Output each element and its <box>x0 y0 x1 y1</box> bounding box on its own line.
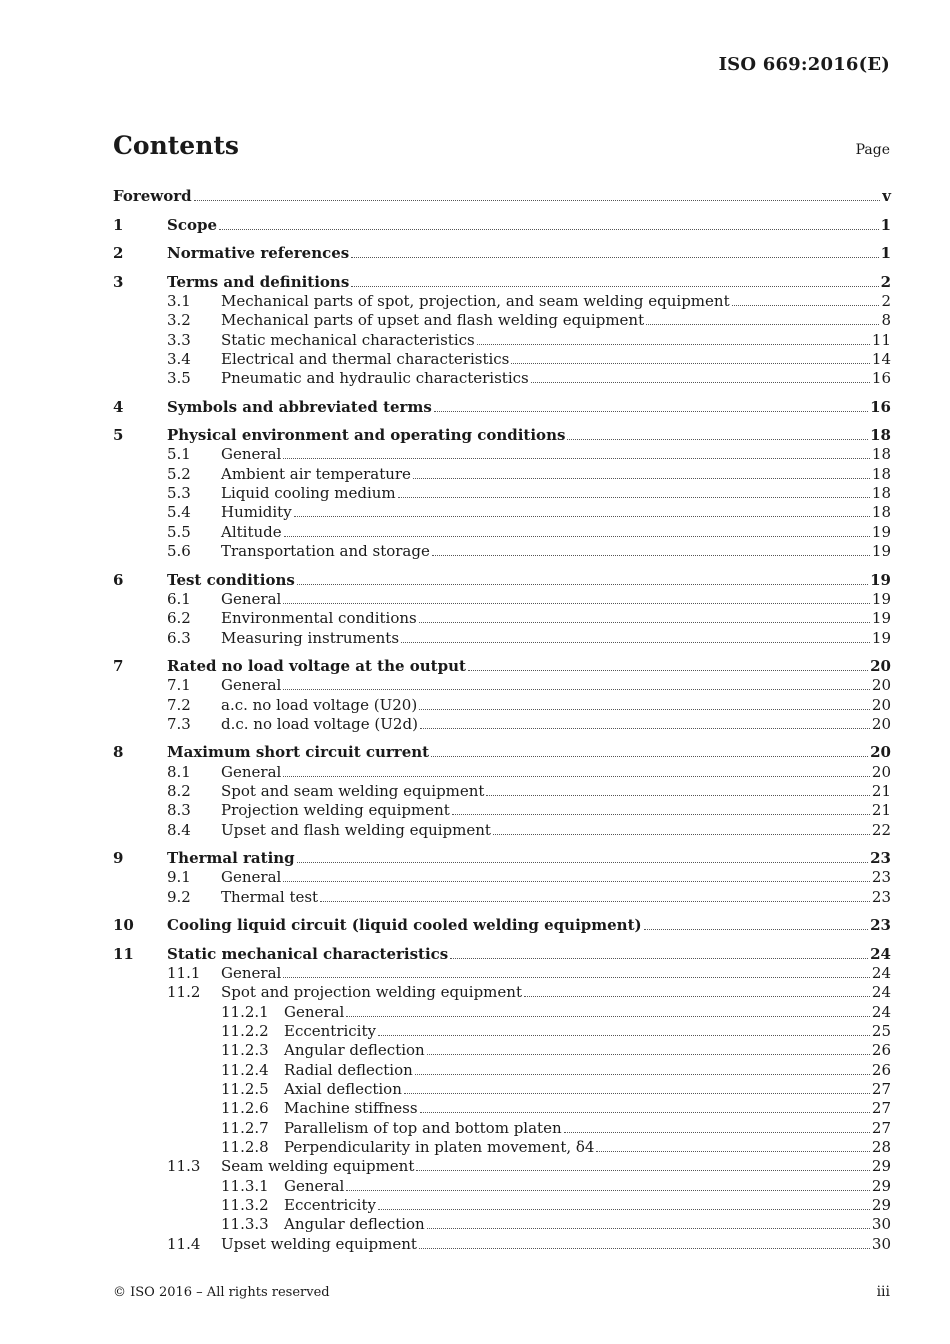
toc-entry[interactable] <box>113 944 891 963</box>
dot-leader <box>297 862 868 863</box>
toc-entry-title: Thermal rating <box>167 849 295 868</box>
dot-leader <box>404 1093 870 1094</box>
toc-entry[interactable] <box>113 782 891 801</box>
toc-entry-page: 21 <box>871 801 891 820</box>
toc-entry-page: 18 <box>871 484 891 503</box>
toc-entry-page: 23 <box>870 916 891 935</box>
toc-entry-title: General <box>221 676 282 695</box>
toc-entry-page: 19 <box>871 628 891 647</box>
toc-entry-title: Cooling liquid circuit (liquid cooled welding equipment) <box>167 916 642 935</box>
dot-leader <box>378 1035 870 1036</box>
toc-entry-number: 8.1 <box>167 762 191 781</box>
dot-leader <box>283 776 870 777</box>
toc-entry-page: 20 <box>871 762 891 781</box>
toc-entry-page: 24 <box>871 963 891 982</box>
dot-leader <box>524 996 870 997</box>
dot-leader <box>283 977 870 978</box>
dot-leader <box>644 929 869 930</box>
toc-entry-page: 28 <box>871 1138 891 1157</box>
toc-entry[interactable] <box>113 292 891 311</box>
document-id: ISO 669:2016(E) <box>718 54 890 75</box>
toc-entry-number: 11.3.1 <box>221 1176 269 1195</box>
dot-leader <box>419 709 870 710</box>
dot-leader <box>351 257 878 258</box>
toc-entry-title: Parallelism of top and bottom platen <box>284 1118 562 1137</box>
toc-entry[interactable] <box>113 542 891 561</box>
toc-entry-title: Altitude <box>221 522 282 541</box>
toc-entry-page: 19 <box>871 522 891 541</box>
page-column-label: Page <box>855 142 890 158</box>
toc-entry[interactable] <box>113 801 891 820</box>
toc-entry-page: 29 <box>871 1157 891 1176</box>
toc-entry[interactable] <box>113 369 891 388</box>
dot-leader <box>346 1016 870 1017</box>
toc-entry-page: 8 <box>881 311 891 330</box>
toc-entry[interactable] <box>113 484 891 503</box>
toc-entry-number: 1 <box>113 215 124 234</box>
toc-entry[interactable] <box>113 628 891 647</box>
toc-entry-number: 3.4 <box>167 349 191 368</box>
dot-leader <box>427 1054 870 1055</box>
toc-entry[interactable] <box>113 272 891 291</box>
dot-leader <box>346 1190 870 1191</box>
toc-entry[interactable] <box>113 695 891 714</box>
toc-entry-title: Angular deflection <box>284 1041 425 1060</box>
dot-leader <box>432 555 870 556</box>
toc-entry-title: Radial deflection <box>284 1060 413 1079</box>
dot-leader <box>732 305 880 306</box>
toc-entry[interactable] <box>113 1022 891 1041</box>
toc-entry-number: 6 <box>113 570 124 589</box>
toc-entry[interactable] <box>113 887 891 906</box>
dot-leader <box>596 1151 869 1152</box>
dot-leader <box>283 458 870 459</box>
dot-leader <box>294 516 870 517</box>
toc-entry[interactable] <box>113 187 891 206</box>
toc-entry[interactable] <box>113 743 891 762</box>
toc-entry-title: Projection welding equipment <box>221 801 450 820</box>
toc-entry-number: 5 <box>113 426 124 445</box>
contents-heading: Contents <box>113 131 240 160</box>
toc-entry-page: 25 <box>871 1021 891 1040</box>
dot-leader <box>431 756 868 757</box>
toc-entry-number: 3 <box>113 272 124 291</box>
toc-entry-number: 11.3.3 <box>221 1215 269 1234</box>
toc-entry-title: Spot and projection welding equipment <box>221 983 522 1002</box>
toc-entry-title: General <box>221 445 282 464</box>
toc-entry-title: Upset and flash welding equipment <box>221 820 491 839</box>
toc-entry-page: 16 <box>870 397 891 416</box>
toc-entry[interactable] <box>113 849 891 868</box>
dot-leader <box>646 324 879 325</box>
toc-entry-number: 11.3 <box>167 1157 201 1176</box>
dot-leader <box>351 286 878 287</box>
toc-entry-title: Electrical and thermal characteristics <box>221 349 510 368</box>
toc-entry-title: Measuring instruments <box>221 628 400 647</box>
dot-leader <box>477 344 870 345</box>
toc-entry-number: 5.4 <box>167 503 191 522</box>
toc-entry-title: Mechanical parts of upset and flash welding equipment <box>221 311 645 330</box>
toc-entry-page: 20 <box>870 743 891 762</box>
toc-entry-page: 1 <box>880 244 891 263</box>
toc-entry-page: 24 <box>870 944 891 963</box>
toc-entry-title: Perpendicularity in platen movement, δ4 <box>284 1138 595 1157</box>
toc-entry[interactable] <box>113 916 891 935</box>
toc-entry-title: Maximum short circuit current <box>167 743 430 762</box>
toc-entry-number: 7 <box>113 656 124 675</box>
toc-entry-title: Physical environment and operating conditions <box>167 426 566 445</box>
toc-entry[interactable] <box>113 1234 891 1253</box>
toc-entry-number: 11.2 <box>167 983 201 1002</box>
dot-leader <box>320 901 870 902</box>
toc-entry-page: 24 <box>871 983 891 1002</box>
toc-entry-number: 5.5 <box>167 522 191 541</box>
copyright-notice: © ISO 2016 – All rights reserved <box>113 1285 330 1300</box>
toc-entry-title: Upset welding equipment <box>221 1234 417 1253</box>
toc-entry[interactable] <box>113 503 891 522</box>
toc-entry-page: 20 <box>871 695 891 714</box>
toc-entry-number: 11.1 <box>167 963 201 982</box>
toc-entry-page: 26 <box>871 1060 891 1079</box>
toc-entry-title: General <box>221 963 282 982</box>
toc-entry[interactable] <box>113 868 891 887</box>
toc-entry-page: 26 <box>871 1041 891 1060</box>
toc-entry-number: 7.1 <box>167 676 191 695</box>
toc-entry[interactable] <box>113 820 891 839</box>
toc-entry[interactable] <box>113 1080 891 1099</box>
toc-entry[interactable] <box>113 590 891 609</box>
toc-entry-number: 11.4 <box>167 1234 201 1253</box>
toc-entry-page: 19 <box>871 589 891 608</box>
toc-entry-page: 19 <box>871 609 891 628</box>
dot-leader <box>283 603 870 604</box>
toc-entry-page: 30 <box>871 1215 891 1234</box>
dot-leader <box>452 814 870 815</box>
toc-entry[interactable] <box>113 522 891 541</box>
toc-entry[interactable] <box>113 330 891 349</box>
toc-entry[interactable] <box>113 350 891 369</box>
toc-entry-number: 3.5 <box>167 369 191 388</box>
table-of-contents <box>113 187 891 1254</box>
toc-entry-number: 5.2 <box>167 464 191 483</box>
toc-entry[interactable] <box>113 1002 891 1021</box>
dot-leader <box>564 1132 870 1133</box>
toc-entry-title: Static mechanical characteristics <box>167 944 449 963</box>
toc-entry-page: 24 <box>871 1002 891 1021</box>
toc-entry-page: 11 <box>871 330 891 349</box>
toc-entry-number: 11.2.6 <box>221 1099 269 1118</box>
toc-entry[interactable] <box>113 676 891 695</box>
dot-leader <box>416 1170 870 1171</box>
toc-entry-title: Transportation and storage <box>221 542 430 561</box>
toc-entry-title: Test conditions <box>167 570 295 589</box>
toc-entry-number: 11.2.2 <box>221 1021 269 1040</box>
toc-entry[interactable] <box>113 215 891 234</box>
toc-entry-number: 8.4 <box>167 820 191 839</box>
toc-entry[interactable] <box>113 1215 891 1234</box>
toc-entry[interactable] <box>113 311 891 330</box>
toc-entry-title: Eccentricity <box>284 1021 376 1040</box>
dot-leader <box>450 958 868 959</box>
toc-entry-page: 18 <box>871 445 891 464</box>
toc-entry-title: Liquid cooling medium <box>221 484 396 503</box>
dot-leader <box>486 795 869 796</box>
toc-entry[interactable] <box>113 964 891 983</box>
toc-entry-title: Rated no load voltage at the output <box>167 656 466 675</box>
toc-entry-page: 18 <box>870 426 891 445</box>
dot-leader <box>297 584 868 585</box>
dot-leader <box>283 881 870 882</box>
toc-entry-page: v <box>882 187 891 206</box>
toc-entry-page: 2 <box>881 291 891 310</box>
toc-entry-number: 3.1 <box>167 291 191 310</box>
toc-entry-title: Humidity <box>221 503 292 522</box>
page-number: iii <box>876 1284 890 1300</box>
toc-entry-title: Environmental conditions <box>221 609 417 628</box>
toc-entry-page: 1 <box>880 215 891 234</box>
toc-entry-page: 29 <box>871 1196 891 1215</box>
dot-leader <box>420 1112 870 1113</box>
toc-entry[interactable] <box>113 445 891 464</box>
toc-entry[interactable] <box>113 609 891 628</box>
toc-entry-number: 11.2.7 <box>221 1118 269 1137</box>
dot-leader <box>219 229 879 230</box>
toc-entry-number: 5.1 <box>167 445 191 464</box>
toc-entry-number: 7.2 <box>167 695 191 714</box>
toc-entry-number: 7.3 <box>167 714 191 733</box>
toc-entry-page: 16 <box>871 369 891 388</box>
toc-entry-number: 11.2.4 <box>221 1060 269 1079</box>
toc-entry-title: General <box>221 868 282 887</box>
toc-entry-number: 6.3 <box>167 628 191 647</box>
toc-entry-page: 18 <box>871 464 891 483</box>
toc-entry[interactable] <box>113 1099 891 1118</box>
dot-leader <box>398 497 870 498</box>
dot-leader <box>419 622 870 623</box>
toc-entry-title: Axial deflection <box>284 1080 402 1098</box>
dot-leader <box>434 411 868 412</box>
toc-entry-number: 11.2.1 <box>221 1002 269 1021</box>
toc-entry-page: 20 <box>871 714 891 733</box>
toc-entry-number: 3.2 <box>167 311 191 330</box>
toc-entry-page: 21 <box>871 782 891 801</box>
toc-entry-page: 18 <box>871 503 891 522</box>
toc-entry[interactable] <box>113 1118 891 1137</box>
dot-leader <box>419 1248 870 1249</box>
toc-entry-title: Ambient air temperature <box>221 464 411 483</box>
toc-entry[interactable] <box>113 1176 891 1195</box>
toc-entry-page: 19 <box>870 570 891 589</box>
toc-entry-page: 23 <box>871 868 891 887</box>
toc-entry[interactable] <box>113 983 891 1002</box>
toc-entry-number: 5.3 <box>167 484 191 503</box>
toc-entry[interactable] <box>113 1041 891 1060</box>
dot-leader <box>427 1228 870 1229</box>
toc-entry-title: Foreword <box>113 187 192 206</box>
toc-entry[interactable] <box>113 397 891 416</box>
dot-leader <box>413 478 870 479</box>
toc-entry-number: 3.3 <box>167 330 191 349</box>
toc-entry-number: 9.1 <box>167 868 191 887</box>
toc-entry[interactable] <box>113 426 891 445</box>
dot-leader <box>415 1074 870 1075</box>
dot-leader <box>378 1209 870 1210</box>
toc-entry[interactable] <box>113 244 891 263</box>
toc-entry-number: 11.2.5 <box>221 1080 269 1098</box>
toc-entry-title: d.c. no load voltage (U2d) <box>221 714 418 733</box>
dot-leader <box>284 536 870 537</box>
dot-leader <box>401 642 870 643</box>
toc-entry-title: Static mechanical characteristics <box>221 330 475 349</box>
toc-entry-number: 4 <box>113 397 124 416</box>
toc-entry-title: General <box>284 1176 345 1195</box>
toc-entry-number: 11.3.2 <box>221 1196 269 1215</box>
toc-entry[interactable] <box>113 570 891 589</box>
toc-entry[interactable] <box>113 657 891 676</box>
toc-entry[interactable] <box>113 1060 891 1079</box>
dot-leader <box>194 200 881 201</box>
toc-entry-number: 11 <box>113 944 134 963</box>
dot-leader <box>420 728 870 729</box>
toc-entry[interactable] <box>113 762 891 781</box>
toc-entry-number: 6.2 <box>167 609 191 628</box>
toc-entry-title: Thermal test <box>221 887 319 906</box>
toc-entry-title: General <box>221 762 282 781</box>
toc-entry-number: 9.2 <box>167 887 191 906</box>
toc-entry[interactable] <box>113 1196 891 1215</box>
toc-entry-page: 23 <box>870 849 891 868</box>
toc-entry-title: Machine stiffness <box>284 1099 418 1118</box>
toc-entry-number: 10 <box>113 916 134 935</box>
toc-entry-page: 20 <box>870 656 891 675</box>
toc-entry-title: Symbols and abbreviated terms <box>167 397 432 416</box>
toc-entry-page: 20 <box>871 676 891 695</box>
toc-entry-title: Eccentricity <box>284 1196 376 1215</box>
toc-entry-page: 22 <box>871 820 891 839</box>
toc-entry-page: 23 <box>871 887 891 906</box>
toc-entry-title: Spot and seam welding equipment <box>221 782 485 801</box>
toc-entry-page: 2 <box>880 272 891 291</box>
toc-entry[interactable] <box>113 1138 891 1157</box>
toc-entry-title: Angular deflection <box>284 1215 425 1234</box>
toc-entry-number: 8.2 <box>167 782 191 801</box>
toc-entry-page: 27 <box>871 1080 891 1098</box>
toc-entry-title: General <box>284 1002 345 1021</box>
toc-entry-page: 29 <box>871 1176 891 1195</box>
toc-entry-number: 5.6 <box>167 542 191 561</box>
toc-entry-title: Terms and definitions <box>167 272 350 291</box>
toc-entry-page: 14 <box>871 349 891 368</box>
toc-entry-title: Normative references <box>167 244 350 263</box>
dot-leader <box>567 439 868 440</box>
toc-entry-number: 11.2.8 <box>221 1138 269 1157</box>
dot-leader <box>511 363 870 364</box>
toc-entry[interactable] <box>113 464 891 483</box>
toc-entry-title: Scope <box>167 215 218 234</box>
toc-entry-number: 2 <box>113 244 124 263</box>
toc-entry-page: 27 <box>871 1099 891 1118</box>
toc-entry-number: 11.2.3 <box>221 1041 269 1060</box>
toc-entry-title: Seam welding equipment <box>221 1157 415 1176</box>
toc-entry-number: 6.1 <box>167 589 191 608</box>
dot-leader <box>468 670 868 671</box>
toc-entry-page: 30 <box>871 1234 891 1253</box>
toc-entry-page: 27 <box>871 1118 891 1137</box>
toc-entry-title: Mechanical parts of spot, projection, and seam welding equipment <box>221 291 730 310</box>
toc-entry-title: a.c. no load voltage (U20) <box>221 695 418 714</box>
toc-entry-number: 8.3 <box>167 801 191 820</box>
toc-entry-title: General <box>221 589 282 608</box>
dot-leader <box>493 834 870 835</box>
toc-entry[interactable] <box>113 715 891 734</box>
dot-leader <box>283 689 870 690</box>
dot-leader <box>531 382 870 383</box>
toc-entry-page: 19 <box>871 542 891 561</box>
toc-entry-number: 9 <box>113 849 124 868</box>
toc-entry-number: 8 <box>113 743 124 762</box>
toc-entry[interactable] <box>113 1157 891 1176</box>
toc-entry-title: Pneumatic and hydraulic characteristics <box>221 369 529 388</box>
